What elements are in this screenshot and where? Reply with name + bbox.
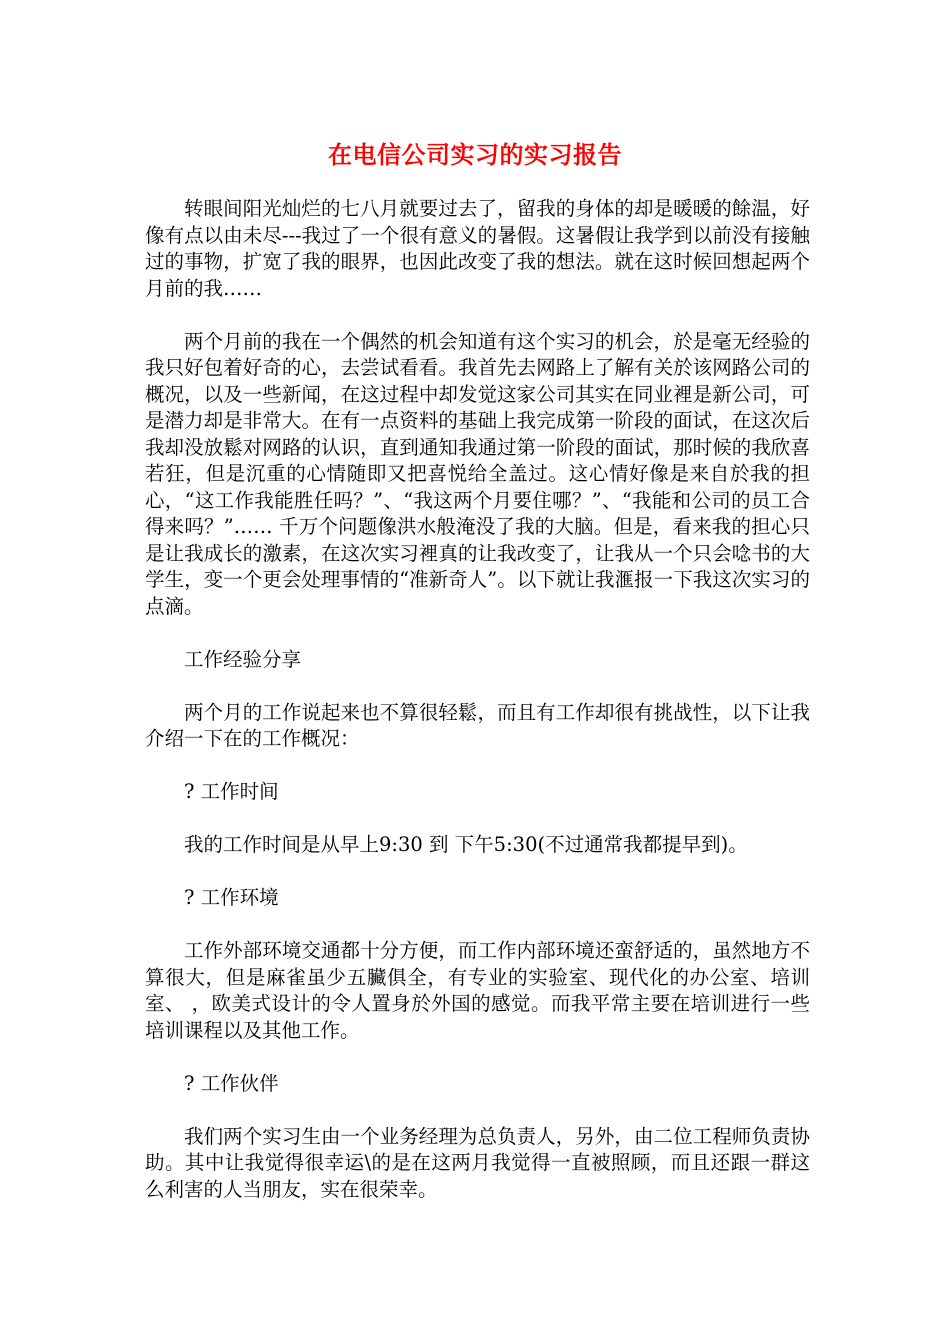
paragraph-background: 两个月前的我在一个偶然的机会知道有这个实习的机会，於是毫无经验的我只好包着好奇的心，去尝试看看。我首先去网路上了解有关於该网路公司的概况，以及一些新闻，在这过程中却发觉这家公司其实在同业裡是新公司，可是潜力却是非常大。在有一点资料的基础上我完成第一阶段的面试，在这次后我却没放鬆对网路的认识，直到通知我通过第一阶段的面试，那时候的我欣喜若狂，但是沉重的心情随即又把喜悦给全盖过。这心情好像是来自於我的担心，“这工作我能胜任吗？”、“我这两个月要住哪？”、“我能和公司的员工合得来吗？”…… 千万个问题像洪水般淹没了我的大脑。但是，看来我的担心只是让我成长的激素，在这次实习裡真的让我改变了，让我从一个只会唸书的大学生，变一个更会处理事情的“准新奇人”。以下就让我滙报一下我这次实习的点滴。	[145, 329, 810, 618]
paragraph-work-overview: 两个月的工作说起来也不算很轻鬆，而且有工作却很有挑战性，以下让我介绍一下在的工作概况：	[145, 700, 810, 750]
subheading-work-partners: ? 工作伙伴	[184, 1071, 279, 1095]
paragraph-work-hours: 我的工作时间是从早上9:30 到 下午5:30(不过通常我都提早到)。	[184, 833, 748, 856]
paragraph-work-partners: 我们两个实习生由一个业务经理为总负责人，另外，由二位工程师负责协助。其中让我觉得很幸运\的是在这两月我觉得一直被照顾，而且还跟一群这么利害的人当朋友，实在很荣幸。	[145, 1124, 810, 1201]
document-title: 在电信公司实习的实习报告	[328, 141, 622, 169]
document-body	[145, 196, 810, 1230]
subheading-work-environment: ? 工作环境	[184, 886, 279, 909]
paragraph-work-environment: 工作外部环境交通都十分方便，而工作内部环境还蛮舒适的，虽然地方不算很大，但是麻雀虽少五臟俱全，有专业的实验室、现代化的办公室、培训室、 ，欧美式设计的令人置身於外国的感觉。而我平常主要在培训进行一些培训课程以及其他工作。	[145, 939, 810, 1042]
paragraph-intro: 转眼间阳光灿烂的七八月就要过去了，留我的身体的却是暖暖的餘温，好像有点以由未尽---我过了一个很有意义的暑假。这暑假让我学到以前没有接触过的事物，扩宽了我的眼界，也因此改变了我的想法。就在这时候回想起两个月前的我……	[145, 197, 810, 300]
section-heading-work-experience: 工作经验分享	[184, 647, 302, 671]
subheading-work-hours: ? 工作时间	[184, 780, 279, 803]
